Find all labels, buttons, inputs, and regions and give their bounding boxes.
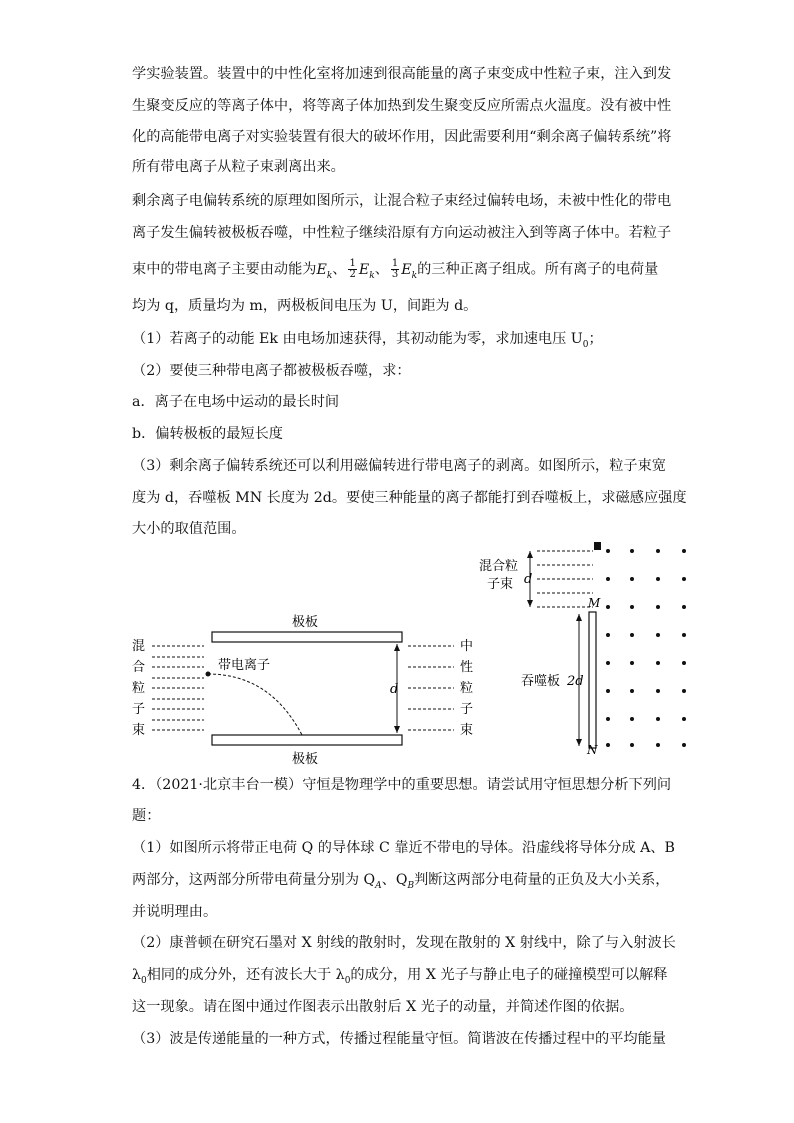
magnetic-field-dots xyxy=(606,549,686,747)
energy-symbol: $E_k$ xyxy=(316,261,333,281)
mixed-beam-label-char: 粒 xyxy=(132,681,146,696)
problem-4-q2: $\lambda_0$相同的成分外，还有波长大于 $\lambda_0$的成分，用 X 光子与静止电子的碰撞模型可以解释 xyxy=(132,967,668,986)
electric-deflection-diagram xyxy=(120,608,480,768)
bottom-plate-label: 极板 xyxy=(292,752,319,767)
fraction-half: $\frac{1}{2}$ xyxy=(349,258,356,280)
question-3: （3）剩余离子偏转系统还可以利用磁偏转进行带电离子的剥离。如图所示，粒子束宽 xyxy=(132,458,666,474)
question-1: （1）若离子的动能 Ek 由电场加速获得，其初动能为零，求加速电压 $U_0$； xyxy=(132,331,603,350)
problem-4-q2: （2）康普顿在研究石墨对 X 射线的散射时，发现在散射的 X 射线中，除了与入射波长 xyxy=(132,935,676,951)
problem-4-q1: 并说明理由。 xyxy=(132,904,218,920)
top-plate-label: 极板 xyxy=(292,615,319,630)
mixed-beam-label: 子束 xyxy=(487,577,514,592)
point-M-label: M xyxy=(588,596,601,610)
question-2: （2）要使三种带电离子都被极板吞噬，求： xyxy=(132,363,411,379)
text-line: 离子发生偏转被极板吞噬，中性粒子继续沿原有方向运动被注入到等离子体中。若粒子 xyxy=(132,225,672,241)
ion-trajectory xyxy=(208,674,302,735)
text-line: 所有带电离子从粒子束剥离出来。 xyxy=(132,159,345,175)
incoming-beam-lines xyxy=(152,646,204,730)
beam-width-label: d xyxy=(524,572,533,587)
neutral-beam-label-char: 子 xyxy=(460,702,474,717)
question-3: 大小的取值范围。 xyxy=(132,521,246,537)
fraction-third: $\frac{1}{3}$ xyxy=(391,258,399,280)
text-line: 生聚变反应的等离子体中，将等离子体加热到发生聚变反应所需点火温度。没有被中性 xyxy=(132,98,672,114)
problem-4-q1: 两部分，这两部分所带电荷量分别为 $Q_A$、$Q_B$判断这两部分电荷量的正负及大小关系， xyxy=(132,872,670,891)
outgoing-beam-lines xyxy=(408,646,454,730)
mixed-beam-label-char: 子 xyxy=(132,702,146,717)
plate-length-label: 2d xyxy=(567,674,584,689)
text-line: 化的高能带电离子对实验装置有很大的破坏作用，因此需要利用“剩余离子偏转系统”将 xyxy=(132,129,672,145)
gap-label: d xyxy=(390,682,399,697)
question-2a: a．离子在电场中运动的最长时间 xyxy=(132,394,340,410)
mixed-beam-label-char: 合 xyxy=(132,660,146,675)
top-plate xyxy=(212,632,402,642)
marker-square xyxy=(594,542,601,550)
bottom-plate xyxy=(212,735,402,745)
absorber-plate-MN xyxy=(589,612,596,748)
neutral-beam-label-char: 中 xyxy=(460,639,474,654)
neutral-beam-label-char: 粒 xyxy=(460,681,474,696)
magnetic-deflection-diagram xyxy=(475,536,700,754)
problem-4-header: 4．（2021·北京丰台一模）守恒是物理学中的重要思想。请尝试用守恒思想分析下列问 xyxy=(132,777,672,793)
question-3: 度为 d，吞噬板 MN 长度为 2d。要使三种能量的离子都能打到吞噬板上，求磁感应强度 xyxy=(132,490,687,506)
question-2b: b．偏转极板的最短长度 xyxy=(132,426,283,442)
text-line: 均为 q，质量均为 m，两极板间电压为 U，间距为 d。 xyxy=(132,298,478,314)
absorber-plate-label: 吞噬板 xyxy=(521,674,561,689)
point-N-label: N xyxy=(587,743,598,754)
problem-4-q3: （3）波是传递能量的一种方式，传播过程能量守恒。简谐波在传播过程中的平均能量 xyxy=(132,1031,666,1047)
mixed-beam-label-char: 束 xyxy=(132,723,146,738)
neutral-beam-label-char: 束 xyxy=(460,723,474,738)
problem-4-header: 题： xyxy=(132,808,161,824)
text-line: 学实验装置。装置中的中性化室将加速到很高能量的离子束变成中性粒子束，注入到发 xyxy=(132,66,672,82)
mixed-beam-label-char: 混 xyxy=(132,639,146,654)
text-line-with-fractions: 束中的带电离子主要由动能为$E_k$、 $\frac{1}{2}$ $E_k$、 $\frac{1}{3}$ $E_k$的三种正离子组成。所有离子的电荷量 xyxy=(132,258,659,281)
problem-4-q2: 这一现象。请在图中通过作图表示出散射后 X 光子的动量，并简述作图的依据。 xyxy=(132,999,634,1015)
text: 束中的带电离子主要由动能为 xyxy=(132,261,317,278)
problem-4-q1: （1）如图所示将带正电荷 Q 的导体球 C 靠近不带电的导体。沿虚线将导体分成 A、B xyxy=(132,840,675,856)
text-line: 剩余离子电偏转系统的原理如图所示，让混合粒子束经过偏转电场，未被中性化的带电 xyxy=(132,193,672,209)
mixed-beam-label: 混合粒 xyxy=(479,559,519,574)
beam-lines xyxy=(537,551,593,607)
charged-ion-label: 带电离子 xyxy=(218,658,271,673)
neutral-beam-label-char: 性 xyxy=(460,660,474,675)
